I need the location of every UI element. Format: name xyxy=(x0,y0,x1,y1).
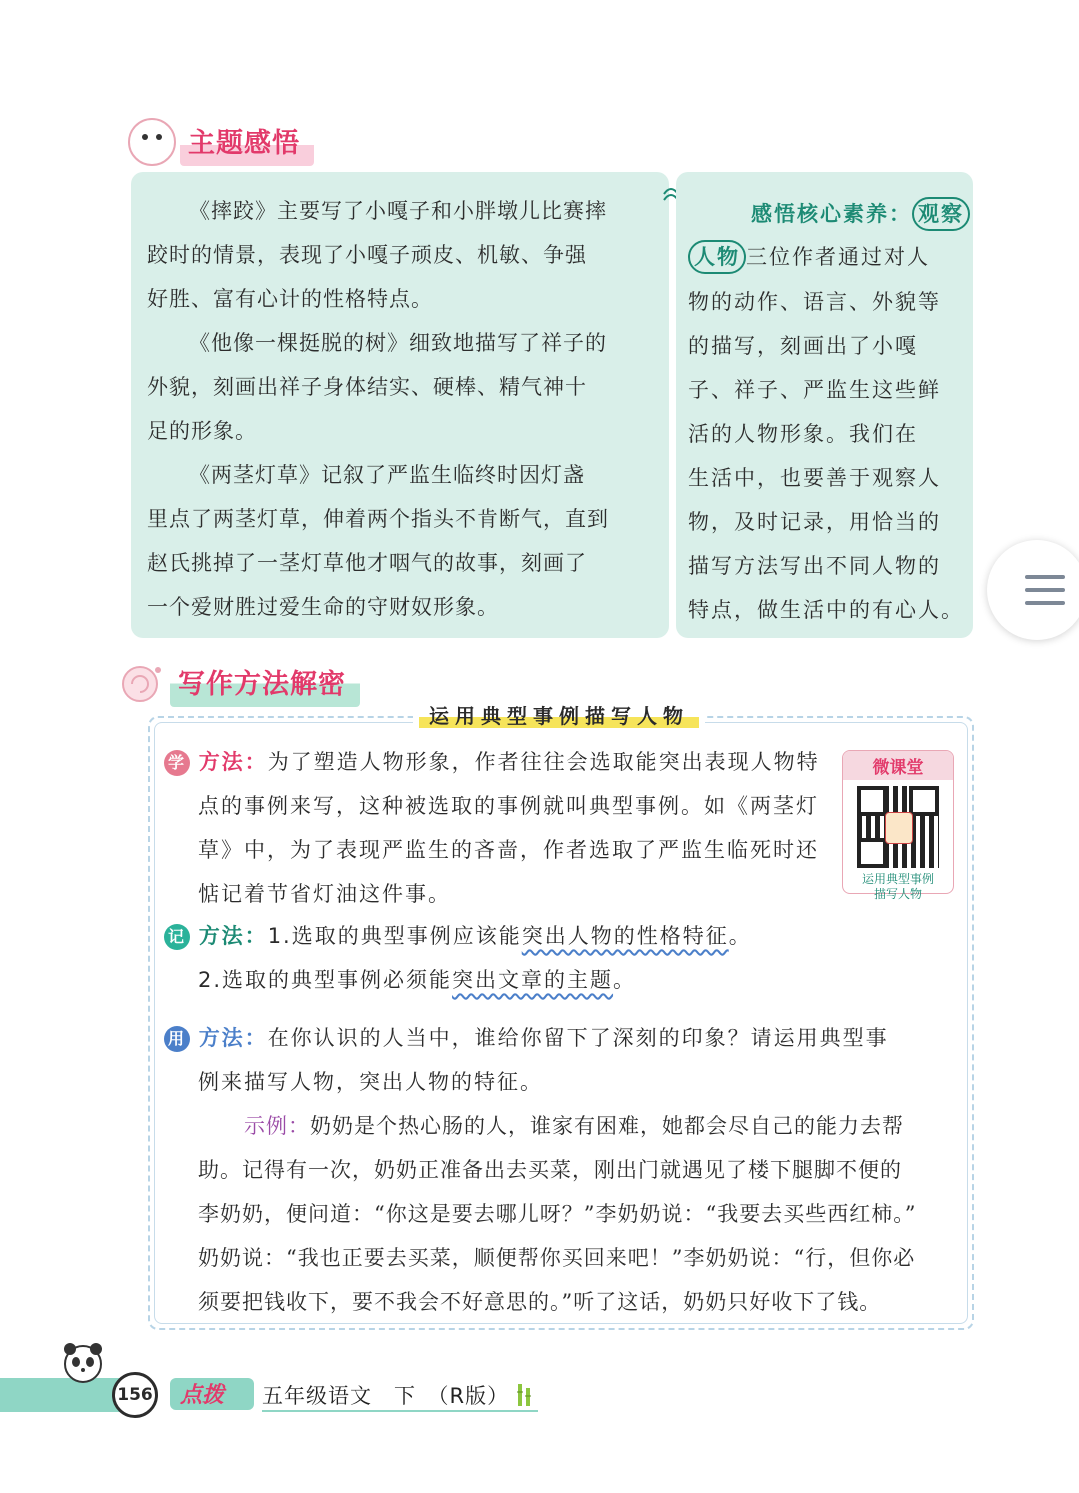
puppy-mascot-icon xyxy=(128,118,176,166)
summary-line: 《摔跤》主要写了小嘎子和小胖墩儿比赛摔 xyxy=(189,199,607,223)
core-literacy-text xyxy=(688,194,970,632)
qr-code-icon[interactable] xyxy=(857,786,939,868)
theme-summary-text xyxy=(147,189,661,629)
example-label: 示例： xyxy=(244,1114,310,1138)
summary-line: 足的形象。 xyxy=(147,419,257,443)
use-line: 例来描写人物，突出人物的特征。 xyxy=(198,1070,543,1094)
core-line: 子、祥子、严监生这些鲜 xyxy=(688,378,941,402)
use-block xyxy=(164,1016,964,1104)
panda-mascot-icon xyxy=(60,1340,106,1386)
learn-line: 为了塑造人物形象，作者往往会选取能突出表现人物特 xyxy=(267,750,820,774)
remember-post: 。 xyxy=(613,968,637,992)
learn-block xyxy=(164,740,834,916)
method-label: 方法： xyxy=(198,750,268,774)
menu-icon-line xyxy=(1025,601,1065,605)
core-line: 生活中，也要善于观察人 xyxy=(688,466,941,490)
use-tag-icon: 用 xyxy=(164,1026,190,1052)
core-line: 特点，做生活中的有心人。 xyxy=(688,598,964,622)
core-line: 物，及时记录，用恰当的 xyxy=(688,510,941,534)
section-title: 主题感悟 xyxy=(180,119,314,166)
example-line: 奶奶是个热心肠的人，谁家有困难，她都会尽自己的能力去帮 xyxy=(310,1114,904,1138)
core-line: 活的人物形象。我们在 xyxy=(688,422,918,446)
remember-pre: 1.选取的典型事例应该能 xyxy=(267,924,522,948)
core-literacy-keyword: 人物 xyxy=(688,240,746,274)
core-line: 物的动作、语言、外貌等 xyxy=(688,290,941,314)
menu-button[interactable] xyxy=(987,540,1079,640)
summary-line: 《两茎灯草》记叙了严监生临终时因灯盏 xyxy=(189,463,585,487)
brand-logo: 点拨 xyxy=(180,1383,225,1408)
menu-icon-line xyxy=(1025,588,1065,592)
section-title: 写作方法解密 xyxy=(170,660,360,707)
summary-line: 好胜、富有心计的性格特点。 xyxy=(147,287,433,311)
summary-line: 赵氏挑掉了一茎灯草他才咽气的故事，刻画了 xyxy=(147,551,587,575)
method-label: 方法： xyxy=(198,924,268,948)
example-line: 奶奶说：“我也正要去买菜，顺便帮你买回来吧！”李奶奶说：“行，但你必 xyxy=(198,1246,916,1270)
section-header-theme xyxy=(128,118,314,166)
remember-tag-icon: 记 xyxy=(164,924,190,950)
bamboo-icon xyxy=(514,1382,536,1408)
method-label: 方法： xyxy=(198,1026,268,1050)
remember-emphasis: 突出人物的性格特征 xyxy=(521,924,729,948)
caption-line: 运用典型事例 xyxy=(861,872,934,886)
example-line: 助。记得有一次，奶奶正准备出去买菜，刚出门就遇见了楼下腿脚不便的 xyxy=(198,1158,902,1182)
remember-pre: 2.选取的典型事例必须能 xyxy=(198,968,453,992)
remember-block xyxy=(164,914,944,1002)
summary-line: 《他像一棵挺脱的树》细致地描写了祥子的 xyxy=(189,331,607,355)
micro-lesson-caption xyxy=(843,872,953,902)
snail-mascot-icon xyxy=(118,660,166,704)
summary-line: 一个爱财胜过爱生命的守财奴形象。 xyxy=(147,595,499,619)
caption-line: 描写人物 xyxy=(873,887,922,901)
core-literacy-label: 感悟核心素养： xyxy=(751,202,912,226)
learn-tag-icon: 学 xyxy=(164,750,190,776)
core-line: 描写方法写出不同人物的 xyxy=(688,554,941,578)
method-subtitle: 运用典型事例描写人物 xyxy=(419,704,699,728)
learn-line: 草》中，为了表现严监生的吝啬，作者选取了严监生临死时还 xyxy=(198,838,819,862)
core-literacy-panel xyxy=(676,172,973,638)
subtitle-wrap xyxy=(148,700,970,729)
footer-underline xyxy=(262,1410,538,1412)
core-literacy-keyword: 观察 xyxy=(912,197,970,231)
theme-summary-panel xyxy=(131,172,669,638)
micro-lesson-title: 微课堂 xyxy=(843,751,953,780)
core-line: 的描写，刻画出了小嘎 xyxy=(688,334,918,358)
summary-line: 外貌，刻画出祥子身体结实、硬棒、精气神十 xyxy=(147,375,587,399)
core-line: 三位作者通过对人 xyxy=(746,245,930,269)
remember-emphasis: 突出文章的主题 xyxy=(452,968,614,992)
example-line: 须要把钱收下，要不我会不好意思的。”听了这话，奶奶只好收下了钱。 xyxy=(198,1290,882,1314)
learn-line: 点的事例来写，这种被选取的事例就叫典型事例。如《两茎灯 xyxy=(198,794,819,818)
page-number: 156 xyxy=(112,1372,158,1418)
example-line: 李奶奶，便问道：“你这是要去哪儿呀？”李奶奶说：“我要去买些西红柿。” xyxy=(198,1202,917,1226)
summary-line: 跤时的情景，表现了小嘎子顽皮、机敏、争强 xyxy=(147,243,587,267)
use-line: 在你认识的人当中，谁给你留下了深刻的印象？请运用典型事 xyxy=(267,1026,889,1050)
summary-line: 里点了两茎灯草，伸着两个指头不肯断气，直到 xyxy=(147,507,609,531)
micro-lesson-card[interactable] xyxy=(842,750,954,901)
remember-post: 。 xyxy=(728,924,752,948)
book-title: 五年级语文 下 （R版） xyxy=(262,1384,510,1408)
menu-icon xyxy=(1025,575,1065,579)
example-block xyxy=(198,1104,960,1324)
learn-line: 惦记着节省灯油这件事。 xyxy=(198,882,451,906)
